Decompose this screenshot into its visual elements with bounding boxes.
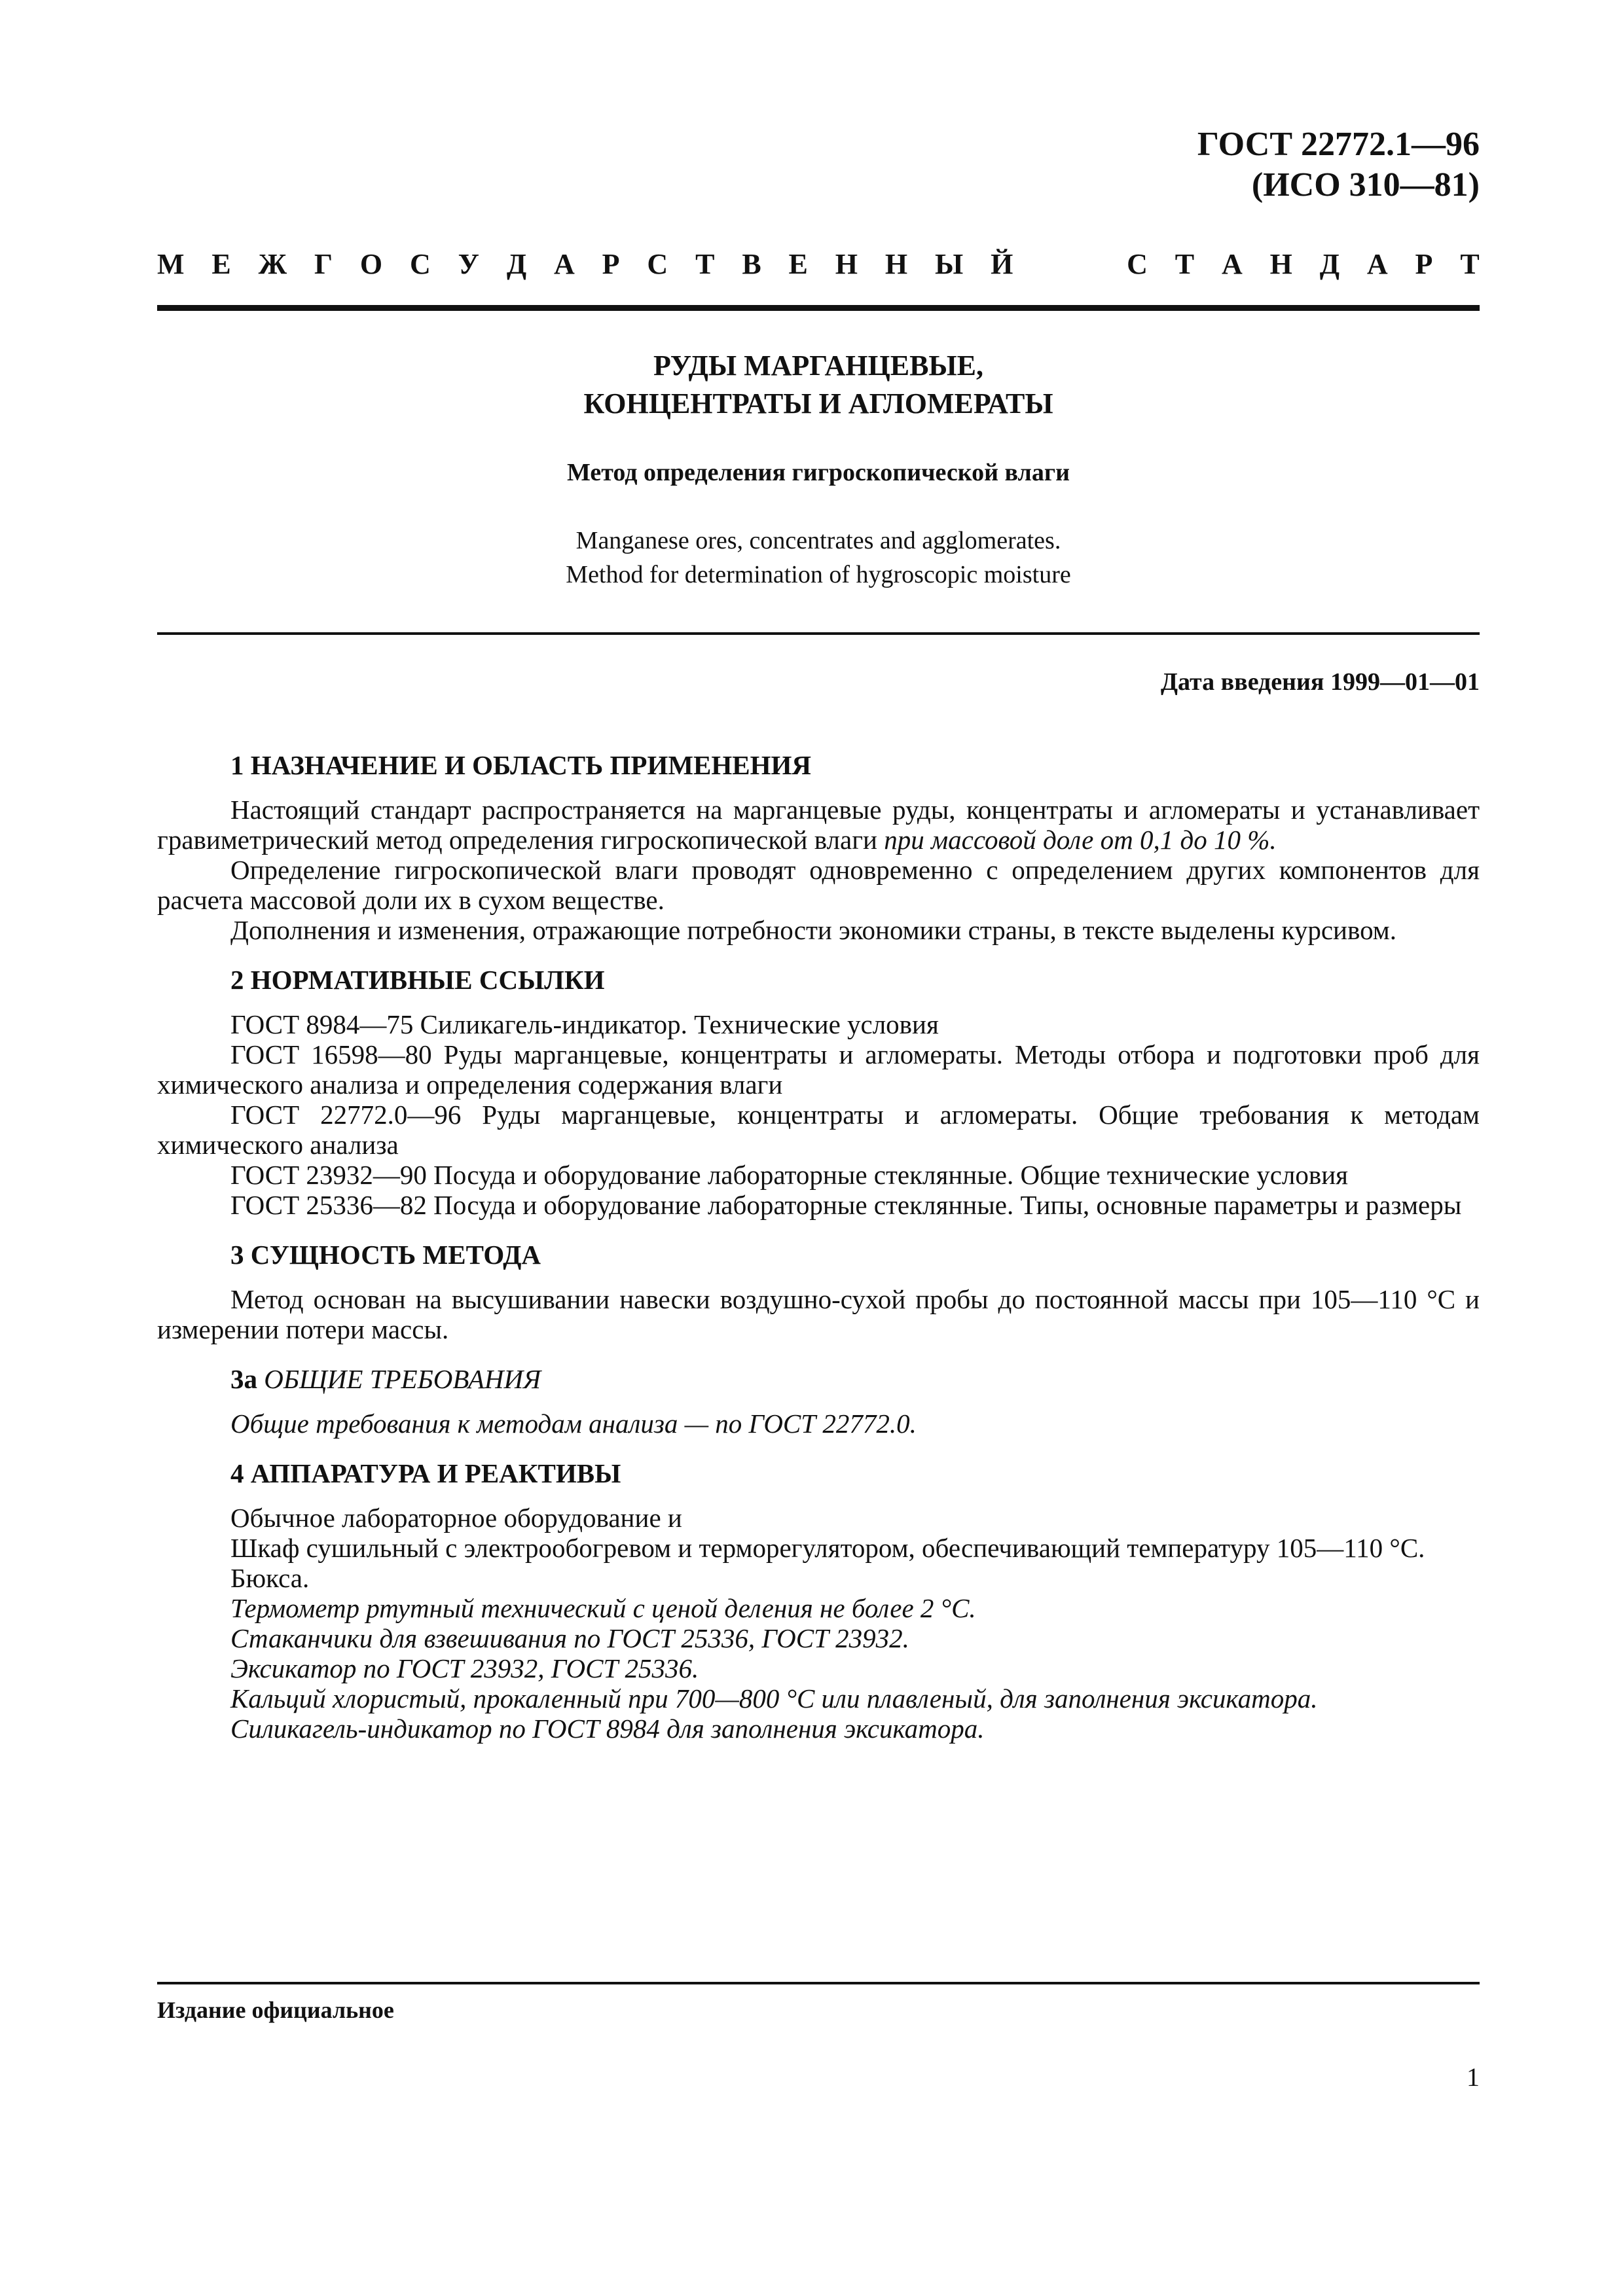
paragraph: Обычное лабораторное оборудование и	[230, 1503, 682, 1533]
introduction-date: Дата введения 1999—01—01	[1160, 668, 1480, 696]
banner-letter: С	[410, 248, 431, 280]
banner-letter: Р	[602, 248, 620, 280]
banner-letter: Й	[991, 248, 1013, 280]
banner-letter: Ж	[258, 248, 287, 280]
title-line: КОНЦЕНТРАТЫ И АГЛОМЕРАТЫ	[583, 387, 1053, 420]
banner-letter: Т	[1175, 248, 1195, 280]
banner-letter: Д	[506, 248, 527, 280]
paragraph-italic-text: при массовой доле от 0,1 до 10 %.	[884, 825, 1277, 855]
word-gap	[1040, 247, 1099, 281]
banner-letter: С	[1127, 248, 1148, 280]
document-body	[157, 750, 1480, 1744]
section-heading: 4 АППАРАТУРА И РЕАКТИВЫ	[230, 1458, 621, 1488]
equipment-item: Кальций хлористый, прокаленный при 700—800 °С или плавленый, для заполнения эксикатора.	[230, 1683, 1318, 1713]
document-subtitle: Метод определения гигроскопической влаги	[566, 459, 1070, 486]
gost-number: ГОСТ 22772.1—96	[1197, 126, 1480, 163]
equipment-item: Стаканчики для взвешивания по ГОСТ 25336, ГОСТ 23932.	[230, 1623, 909, 1653]
reference-item: ГОСТ 25336—82 Посуда и оборудование лабораторные стеклянные. Типы, основные параметры и размеры	[230, 1190, 1462, 1220]
english-title	[157, 524, 1480, 592]
official-edition-label: Издание официальное	[157, 1997, 394, 2023]
equipment-item: Силикагель-индикатор по ГОСТ 8984 для заполнения эксикатора.	[230, 1713, 985, 1744]
paragraph	[157, 795, 1480, 855]
iso-number: (ИСО 310—81)	[1251, 166, 1480, 204]
standard-code	[1197, 124, 1480, 206]
paragraph: Дополнения и изменения, отражающие потребности экономики страны, в тексте выделены курсивом.	[230, 915, 1396, 945]
banner-letter: В	[742, 248, 761, 280]
banner-letter: Р	[1415, 248, 1433, 280]
section-heading-text: ОБЩИЕ ТРЕБОВАНИЯ	[264, 1364, 541, 1394]
english-title-line: Manganese ores, concentrates and agglomerates.	[575, 527, 1061, 554]
banner-letter: Ы	[935, 248, 964, 280]
section-heading: 1 НАЗНАЧЕНИЕ И ОБЛАСТЬ ПРИМЕНЕНИЯ	[230, 750, 812, 780]
banner-letter: Е	[211, 248, 231, 280]
banner-letter: Н	[1269, 248, 1292, 280]
document-title	[157, 347, 1480, 423]
banner-letter: Т	[695, 248, 715, 280]
equipment-item: Термометр ртутный технический с ценой деления не более 2 °С.	[230, 1593, 976, 1623]
paragraph: Бюкса.	[230, 1563, 310, 1593]
footer-divider	[157, 1982, 1480, 1984]
banner-letter: Е	[788, 248, 808, 280]
reference-item: ГОСТ 23932—90 Посуда и оборудование лабораторные стеклянные. Общие технические условия	[230, 1160, 1349, 1190]
paragraph: Определение гигроскопической влаги проводят одновременно с определением других компонентов для расчета массовой доли их в сухом веществе.	[157, 855, 1480, 915]
banner-letter: А	[554, 248, 575, 280]
page-number: 1	[1467, 2062, 1480, 2092]
paragraph-text: Настоящий стандарт распространяется на марганцевые руды, концентраты и агломераты и устанавливает гравиметрический метод определения гигроскопической влаги	[157, 795, 1480, 855]
section-heading	[157, 1364, 1480, 1394]
banner-letter: М	[157, 248, 185, 280]
banner-letter: Н	[884, 248, 908, 280]
banner-letter: У	[458, 248, 479, 280]
reference-item: ГОСТ 8984—75 Силикагель-индикатор. Технические условия	[230, 1009, 939, 1039]
english-title-line: Method for determination of hygroscopic moisture	[566, 561, 1071, 588]
reference-item: ГОСТ 22772.0—96 Руды марганцевые, концентраты и агломераты. Общие требования к методам химического анализа	[157, 1100, 1480, 1160]
header-divider	[157, 305, 1480, 311]
banner-letter: Т	[1460, 248, 1480, 280]
banner-letter: С	[647, 248, 668, 280]
equipment-item: Эксикатор по ГОСТ 23932, ГОСТ 25336.	[230, 1653, 699, 1683]
title-divider	[157, 632, 1480, 635]
banner-letter: Н	[835, 248, 858, 280]
paragraph: Шкаф сушильный с электрообогревом и терморегулятором, обеспечивающий температуру 105—110 °С.	[230, 1533, 1425, 1563]
banner-letter: О	[359, 248, 383, 280]
banner-letter: Г	[314, 248, 333, 280]
title-line: РУДЫ МАРГАНЦЕВЫЕ,	[653, 350, 983, 382]
document-page	[157, 0, 1480, 2296]
interstate-standard-banner	[157, 247, 1480, 281]
banner-letter: А	[1221, 248, 1243, 280]
banner-letter: А	[1366, 248, 1388, 280]
section-heading: 2 НОРМАТИВНЫЕ ССЫЛКИ	[230, 965, 605, 995]
reference-item: ГОСТ 16598—80 Руды марганцевые, концентраты и агломераты. Методы отбора и подготовки проб для химического анализа и определения содержания влаги	[157, 1039, 1480, 1100]
section-number: 3а	[230, 1364, 257, 1394]
paragraph: Общие требования к методам анализа — по ГОСТ 22772.0.	[230, 1408, 917, 1439]
section-heading: 3 СУЩНОСТЬ МЕТОДА	[230, 1240, 541, 1270]
banner-letter: Д	[1319, 248, 1340, 280]
paragraph: Метод основан на высушивании навески воздушно-сухой пробы до постоянной массы при 105—110 °С и измерении потери массы.	[157, 1284, 1480, 1344]
